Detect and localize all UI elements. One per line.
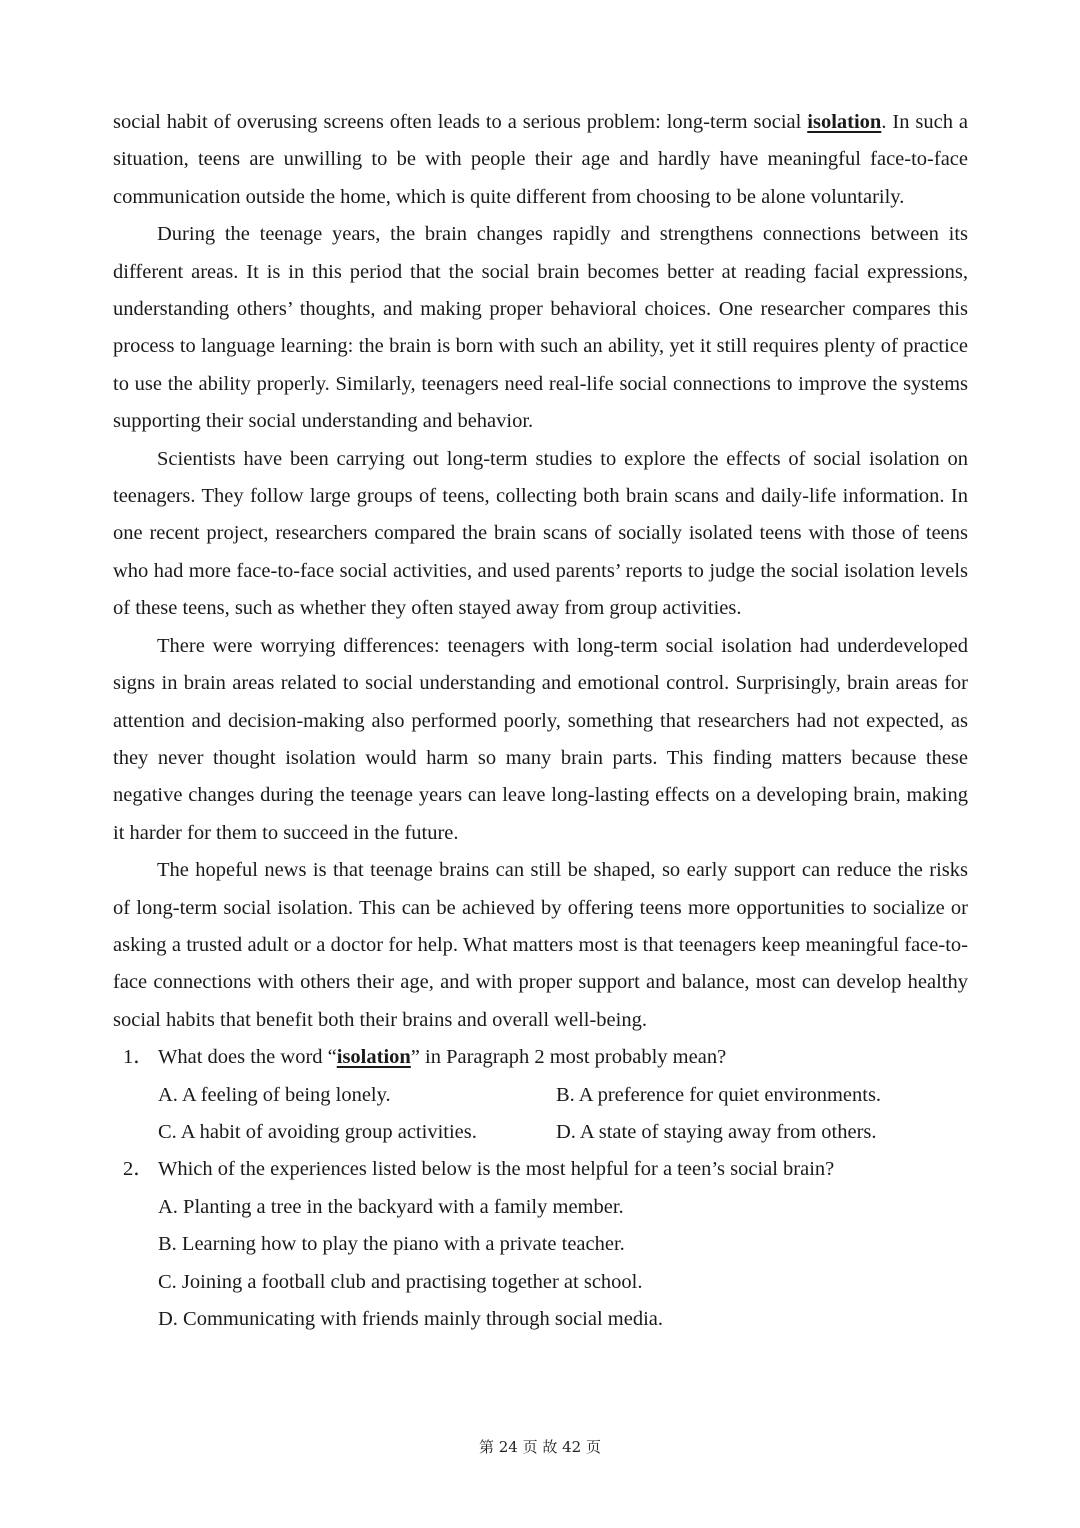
question-2-option-b: B. Learning how to play the piano with a private teacher.	[158, 1233, 625, 1256]
question-1-options	[158, 1077, 968, 1152]
question-1	[123, 1039, 968, 1076]
question-1-option-a: A. A feeling of being lonely.	[158, 1083, 391, 1106]
paragraph-2-text-before: social habit of overusing screens often leads to a serious problem: long-term social	[113, 111, 808, 133]
page-footer: 第 24 页 故 42 页	[478, 1438, 601, 1456]
question-1-stem-before: What does the word “	[158, 1046, 337, 1069]
question-1-keyword: isolation	[336, 1046, 411, 1069]
question-1-stem	[158, 1039, 726, 1076]
question-1-option-b: B. A preference for quiet environments.	[556, 1083, 882, 1106]
question-2-stem: Which of the experiences listed below is the most helpful for a teen’s social brain?	[158, 1158, 835, 1181]
paragraph-5: There were worrying differences: teenagers with long-term social isolation had underdeveloped signs in brain areas related to social understanding and emotional control. Surprisingly, brain areas for attention and decision-making also performed poorly, something that researchers had not expected, as they never thought isolation would harm so many brain parts. This finding matters because these negative changes during the teenage years can leave long-lasting effects on a developing brain, making it harder for them to succeed in the future.	[113, 634, 968, 844]
question-2-option-c: C. Joining a football club and practising together at school.	[158, 1270, 643, 1293]
question-1-stem-after: ” in Paragraph 2 most probably mean?	[410, 1046, 727, 1069]
document-page	[113, 104, 968, 1338]
paragraph-6: The hopeful news is that teenage brains can still be shaped, so early support can reduce the risks of long-term social isolation. This can be achieved by offering teens more opportunities to socialize or asking a trusted adult or a doctor for help. What matters most is that teenagers keep meaningful face-to-face connections with others their age, and with proper support and balance, most can develop healthy social habits that benefit both their brains and overall well-being.	[113, 859, 968, 1031]
paragraph-4: Scientists have been carrying out long-term studies to explore the effects of social isolation on teenagers. They follow large groups of teens, collecting both brain scans and daily-life information. In one recent project, researchers compared the brain scans of socially isolated teens with those of teens who had more face-to-face social activities, and used parents’ reports to judge the social isolation levels of these teens, such as whether they often stayed away from group activities.	[113, 447, 968, 620]
question-1-number: 1．	[123, 1046, 154, 1069]
question-2-option-d: D. Communicating with friends mainly through social media.	[158, 1308, 664, 1330]
question-2	[123, 1151, 968, 1188]
question-1-option-d: D. A state of staying away from others.	[556, 1120, 877, 1143]
paragraph-3: During the teenage years, the brain changes rapidly and strengthens connections between its different areas. It is in this period that the social brain becomes better at reading facial expressions, understanding others’ thoughts, and making proper behavioral choices. One researcher compares this process to language learning: the brain is born with such an ability, yet it still requires plenty of practice to use the ability properly. Similarly, teenagers need real-life social connections to improve the systems supporting their social understanding and behavior.	[113, 223, 968, 433]
question-2-option-a: A. Planting a tree in the backyard with a family member.	[158, 1195, 624, 1218]
keyword-isolation: isolation	[807, 111, 882, 133]
paragraph-2-text-after: . In such a situation, teens are unwilling to be with people their age and hardly have meaningful face-to-face communication outside the home, which is quite different from choosing to be alone voluntarily.	[113, 111, 968, 208]
question-1-option-c: C. A habit of avoiding group activities.	[158, 1120, 477, 1143]
question-2-number: 2．	[123, 1158, 154, 1181]
paragraph-2	[113, 104, 968, 216]
question-2-options	[158, 1189, 968, 1339]
